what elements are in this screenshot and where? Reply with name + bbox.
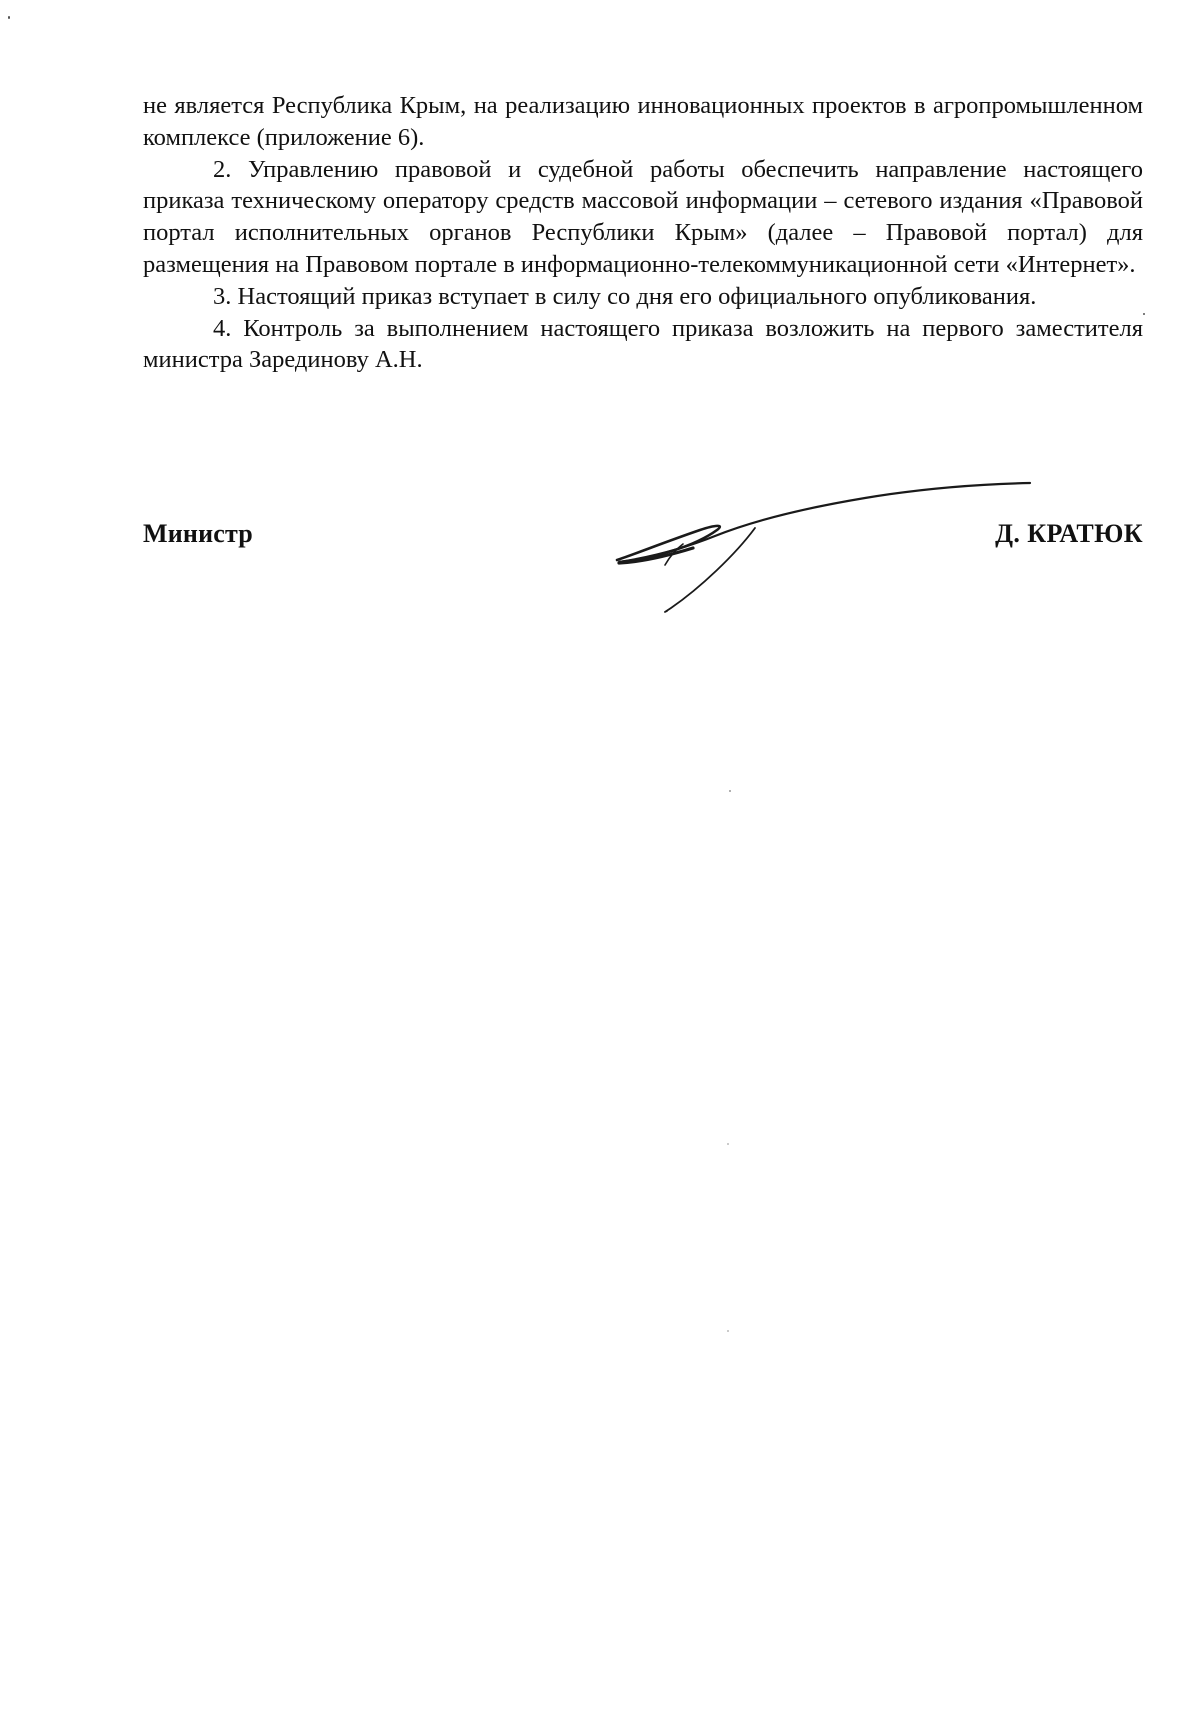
scan-speck — [1143, 313, 1145, 315]
paragraph-continuation: не является Республика Крым, на реализацию инновационных проектов в агропромышленном комплексе (приложение 6). — [143, 92, 1143, 151]
document-body — [143, 90, 1143, 376]
signer-position-title: Министр — [143, 519, 253, 548]
signer-name: Д. КРАТЮК — [995, 519, 1143, 548]
paragraph-item-3: 3. Настоящий приказ вступает в силу со дня его официального опубликования. — [213, 282, 1037, 310]
scan-speck — [727, 1143, 729, 1145]
paragraph-item-4: 4. Контроль за выполнением настоящего приказа возложить на первого заместителя министра Зарединову А.Н. — [143, 314, 1143, 374]
paragraph-item-2: 2. Управлению правовой и судебной работы обеспечить направление настоящего приказа техническому оператору средств массовой информации – сетевого издания «Правовой портал исполнительных органов Республики Крым» (далее – Правовой портал) для размещения на Правовом портале в информационно-телекоммуникационной сети «Интернет». — [143, 155, 1143, 278]
scan-speck — [727, 1330, 729, 1332]
scan-speck — [729, 790, 731, 792]
handwritten-signature — [605, 470, 1035, 630]
scan-speck — [8, 16, 10, 19]
